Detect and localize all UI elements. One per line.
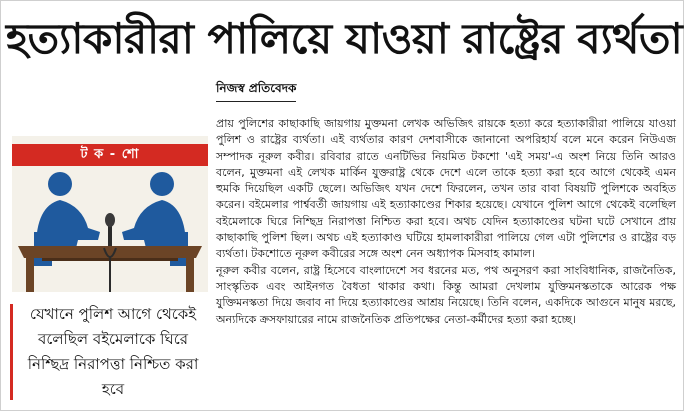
pull-quote-text: যেখানে পুলিশ আগে থেকেই বলেছিল বইমেলাকে ঘিরে নিশ্ছিদ্র নিরাপত্তা নিশ্চিত করা হবে xyxy=(27,305,199,398)
headline: হত্যাকারীরা পালিয়ে যাওয়া রাষ্ট্রের ব্যর্থতা xyxy=(6,14,683,63)
byline: নিজস্ব প্রতিবেদক xyxy=(216,80,296,102)
pull-quote xyxy=(10,300,208,404)
paragraph-1: প্রায় পুলিশের কাছাকাছি জায়গায় মুক্তমনা লেখক অভিজিৎ রায়কে হত্যা করে হত্যাকারীরা পালিয়ে যাওয়া পুলিশ ও রাষ্ট্রের ব্যর্থতা। এই ব্যর্থতার কারণ দেশবাসীকে জানানো অপরিহার্য বলে মনে করেন নিউএজ সম্পাদক নূরুল কবীর। রবিবার রাতে এনটিভির নিয়মিত টকশো 'এই সময়'-এ অংশ নিয়ে তিনি আরও বলেন, মুক্তমনা এই লেখক মার্কিন যুক্তরাষ্ট্র থেকে দেশে এলে তাকে হত্যা করা হবে আগে থেকেই এমন হুমকি দিয়েছিল একটি ছেলে। অভিজিৎ যখন দেশে ফিরলেন, তখন তার বাবা বিষয়টি পুলিশকে অবহিত করেন। বইমেলার পার্শ্ববর্তী জায়গায় এই হত্যাকাণ্ডের শিকার হয়েছে। যেখানে পুলিশ আগে থেকেই বলেছিল বইমেলাকে ঘিরে নিশ্ছিদ্র নিরাপত্তা নিশ্চিত করা হবে। অথচ যেদিন হত্যাকাণ্ডের ঘটনা ঘটে সেখানে প্রায় কাছাকাছি পুলিশ ছিল। অথচ এই হত্যাকাণ্ড ঘটিয়ে হামলাকারীরা পালিয়ে গেল এটা পুলিশের ও রাষ্ট্রের বড় ব্যর্থতা। টকশোতে নূরুল কবীরের সঙ্গে অংশ নেন অধ্যাপক মিসবাহ কামাল। xyxy=(216,117,676,261)
talk-show-scene xyxy=(12,136,208,292)
paragraph-2: নূরুল কবীর বলেন, রাষ্ট্র হিসেবে বাংলাদেশে সব ধরনের মত, পথ অনুসরণ করা সাংবিধানিক, রাজনৈতিক, সাংস্কৃতিক এবং আইনগত বৈধতা থাকার কথা। কিন্তু আমরা দেখলাম যুক্তিমনস্কতাকে আরেক পক্ষ যুক্তিমনস্কতা দিয়ে জবাব না দিয়ে হত্যাকাণ্ডের আশ্রয় নিয়েছে। তিনি বলেন, একদিকে আগুনে মানুষ মরছে, অন্যদিকে ক্রসফায়ারের নামে রাজনৈতিক প্রতিপক্ষের নেতা-কর্মীদের হত্যা করা হচ্ছে। xyxy=(216,263,676,326)
article-body xyxy=(216,116,676,328)
pull-quote-bar xyxy=(10,304,13,400)
show-banner: ট ক - শো xyxy=(12,144,208,166)
talk-show-illustration xyxy=(12,136,208,292)
